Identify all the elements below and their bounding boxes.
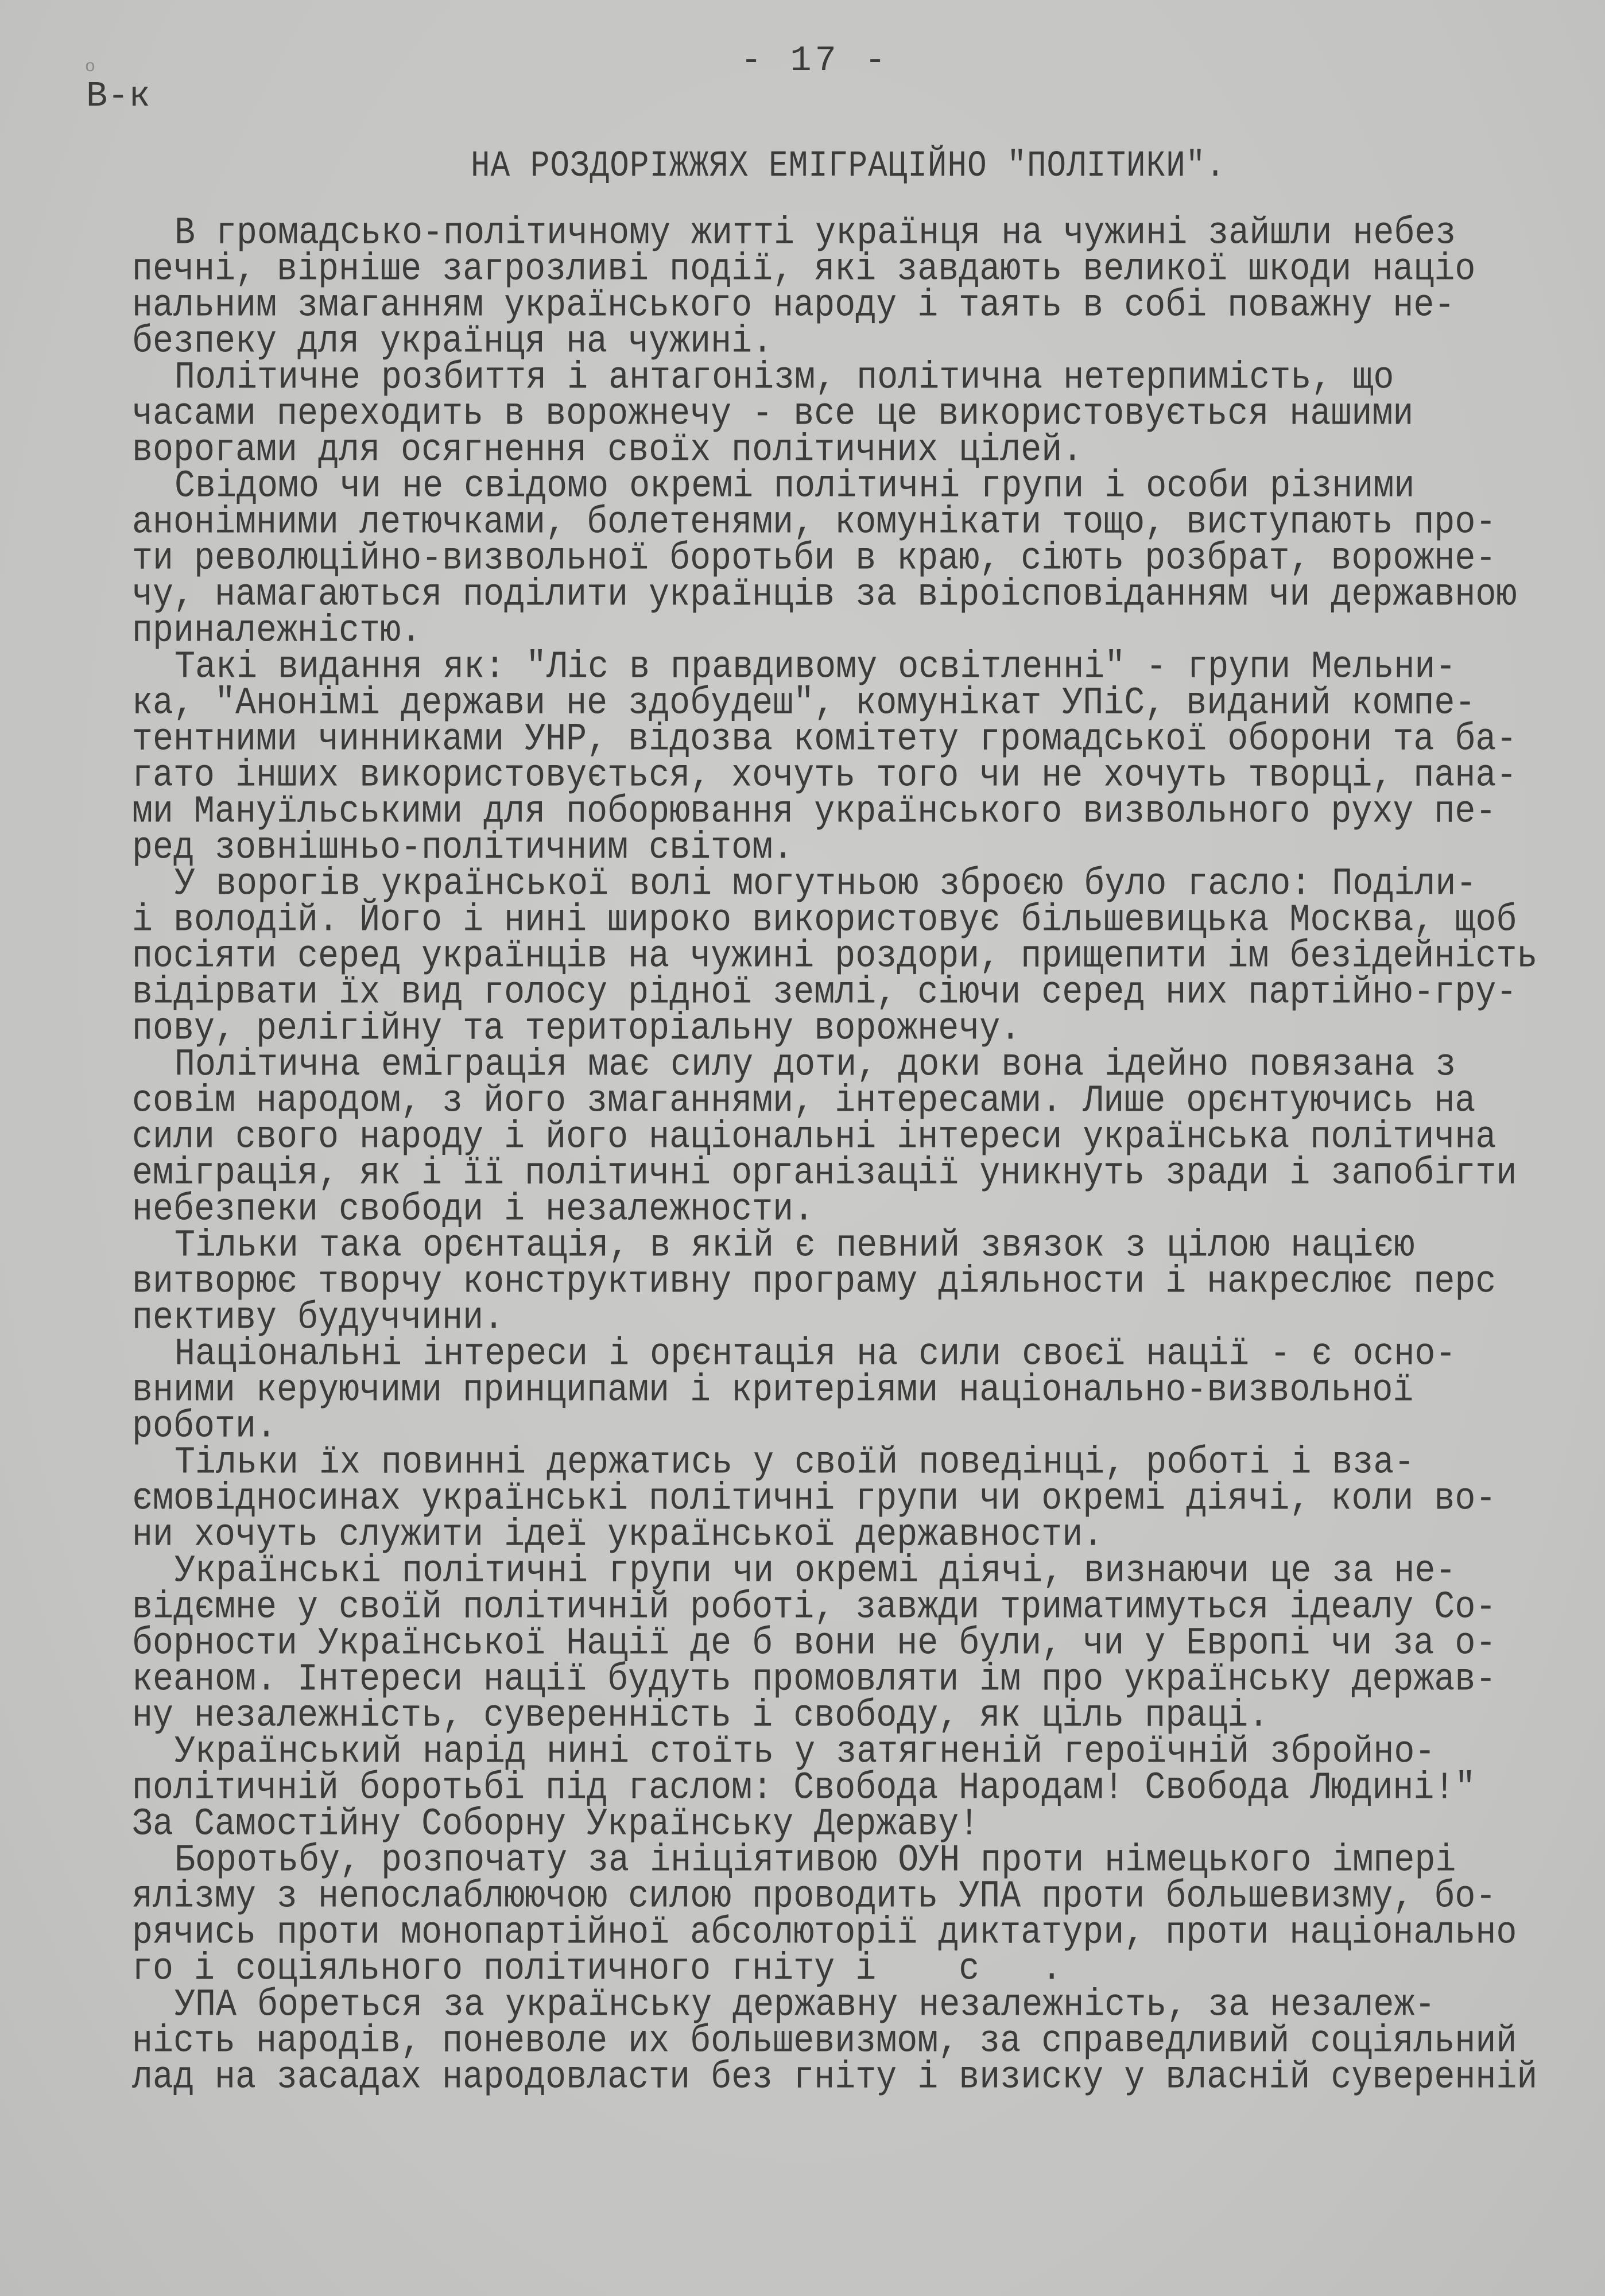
paragraph xyxy=(132,1332,1538,1449)
text-line: Політична еміграція має силу доти, доки вона ідейно повязана з xyxy=(175,1043,1456,1088)
text-line: сили свого народу і його національні інтереси українська політична xyxy=(132,1115,1497,1160)
text-line: відємне у своїй політичній роботі, завжди триматимуться ідеалу Со- xyxy=(132,1585,1497,1630)
text-line: Українські політичні групи чи окремі діячі, визнаючи це за не- xyxy=(175,1549,1456,1594)
text-line: го і соціяльного політичного гніту і с . xyxy=(132,1947,1063,1992)
text-line: ка, "Анонімі держави не здобудеш", комунікат УПіС, виданий компе- xyxy=(132,681,1476,726)
text-line: В громадсько-політичному житті українця на чужині зайшли небез xyxy=(175,211,1456,256)
text-line: ми Мануїльськими для поборювання українського визвольного руху пе- xyxy=(132,790,1497,835)
text-line: кеаном. Інтереси нації будуть промовляти ім про українську держав- xyxy=(132,1658,1497,1702)
text-line: печні, вірніше загрозливі події, які завдають великої шкоди націо xyxy=(132,247,1476,292)
paragraph xyxy=(132,1839,1538,1992)
text-line: ність народів, поневоле их большевизмом, за справедливий соціяльний xyxy=(132,2019,1517,2064)
text-line: Тільки їх повинні держатись у своїй поведінці, роботі і вза- xyxy=(175,1441,1415,1486)
text-line: Політичне розбиття і антагонізм, політична нетерпимість, що xyxy=(175,356,1394,401)
paragraph xyxy=(132,211,1538,364)
text-line: ємовідносинах українські політичні групи чи окремі діячі, коли во- xyxy=(132,1477,1497,1522)
text-line: пективу будуччини. xyxy=(132,1296,505,1341)
text-line: і володій. Його і нині широко використовує більшевицька Москва, щоб xyxy=(132,898,1517,943)
text-line: рячись проти монопартійної абсолюторії диктатури, проти національно xyxy=(132,1911,1517,1956)
text-line: вними керуючими принципами і критеріями національно-визвольної xyxy=(132,1368,1414,1413)
text-line: приналежністю. xyxy=(132,609,422,654)
text-line: Свідомо чи не свідомо окремі політичні групи і особи різними xyxy=(175,464,1415,509)
paragraph xyxy=(132,645,1538,871)
text-line: ялізму з непослаблюючою силою проводить УПА проти большевизму, бо- xyxy=(132,1875,1497,1919)
paragraph xyxy=(132,1983,1538,2100)
text-line: Український нарід нині стоїть у затягненій героїчній збройно- xyxy=(175,1730,1436,1775)
text-line: чу, намагаються поділити українців за віроісповіданням чи державною xyxy=(132,573,1517,618)
text-line: небезпеки свободи і незалежности. xyxy=(132,1188,815,1232)
text-line: ти революційно-визвольної боротьби в краю, сіють розбрат, ворожне- xyxy=(132,537,1497,581)
paragraph xyxy=(132,1224,1538,1341)
text-line: ред зовнішньо-політичним світом. xyxy=(132,826,794,871)
text-line: Боротьбу, розпочату за ініціятивою ОУН проти німецького імперi xyxy=(175,1839,1456,1883)
text-line: тентними чинниками УНР, відозва комітету громадської оборони та ба- xyxy=(132,718,1517,762)
text-line: еміграція, як і її політичні організації уникнуть зради і запобігти xyxy=(132,1151,1517,1196)
paragraph xyxy=(132,1043,1538,1232)
text-line: безпеку для українця на чужині. xyxy=(132,320,773,364)
paragraph xyxy=(132,1441,1538,1558)
text-line: гато інших використовується, хочуть того чи не хочуть творці, пана- xyxy=(132,754,1517,798)
text-line: За Самостійну Соборну Українську Державу! xyxy=(132,1802,980,1847)
page-number: - 17 - xyxy=(741,40,890,81)
paragraph xyxy=(132,464,1538,654)
paragraph xyxy=(132,862,1538,1052)
text-line: пову, релігійну та територіальну ворожнечу. xyxy=(132,1007,1021,1052)
text-line: ворогами для осягнення своїх політичних цілей. xyxy=(132,428,1083,473)
text-line: УПА бореться за українську державну незалежність, за незалеж- xyxy=(175,1983,1436,2028)
text-line: часами переходить в ворожнечу - все це використовується нашими xyxy=(132,392,1414,437)
text-line: совім народом, з його змаганнями, інтересами. Лише орєнтуючись на xyxy=(132,1079,1476,1124)
text-line: роботи. xyxy=(132,1405,277,1449)
text-line: посіяти серед українців на чужині роздори, прищепити ім безідейність xyxy=(132,934,1538,979)
text-line: політичній боротьбі під гаслом: Свобода Народам! Свобода Людині!" xyxy=(132,1766,1476,1811)
text-line: ну незалежність, суверенність і свободу, як ціль праці. xyxy=(132,1694,1269,1739)
text-line: Такі видання як: "Ліс в правдивому освітленні" - групи Мельни- xyxy=(175,645,1456,690)
document-body xyxy=(132,211,1538,2100)
text-line: відірвати їх вид голосу рідної землі, сіючи серед них партійно-гру- xyxy=(132,971,1517,1015)
text-line: витворює творчу конструктивну програму діяльности і накреслює перс xyxy=(132,1260,1497,1305)
text-line: Національні інтереси і орєнтація на сили своєї нації - є осно- xyxy=(175,1332,1456,1377)
document-code: В-к xyxy=(86,76,150,117)
paragraph xyxy=(132,1549,1538,1739)
text-line: ни хочуть служити ідеї української державности. xyxy=(132,1513,1104,1558)
text-line: У ворогів української волі могутньою зброєю було гасло: Поділи- xyxy=(175,862,1477,907)
text-line: анонімними летючками, болетенями, комунікати тощо, виступають про- xyxy=(132,501,1497,545)
text-line: Тільки така орєнтація, в якій є певний звязок з цілою нацією xyxy=(175,1224,1415,1269)
text-line: лад на засадах народовласти без гніту і визиску у власній суверенній xyxy=(132,2055,1538,2100)
paragraph xyxy=(132,1730,1538,1847)
corner-mark: о xyxy=(85,57,96,77)
paragraph xyxy=(132,356,1538,473)
text-line: нальним змаганням українського народу і таять в собі поважну не- xyxy=(132,284,1455,328)
text-line: борности Української Нації де б вони не були, чи у Европі чи за о- xyxy=(132,1622,1497,1666)
document-title: НА РОЗДОРІЖЖЯХ ЕМІГРАЦІЙНО "ПОЛІТИКИ". xyxy=(471,145,1226,187)
